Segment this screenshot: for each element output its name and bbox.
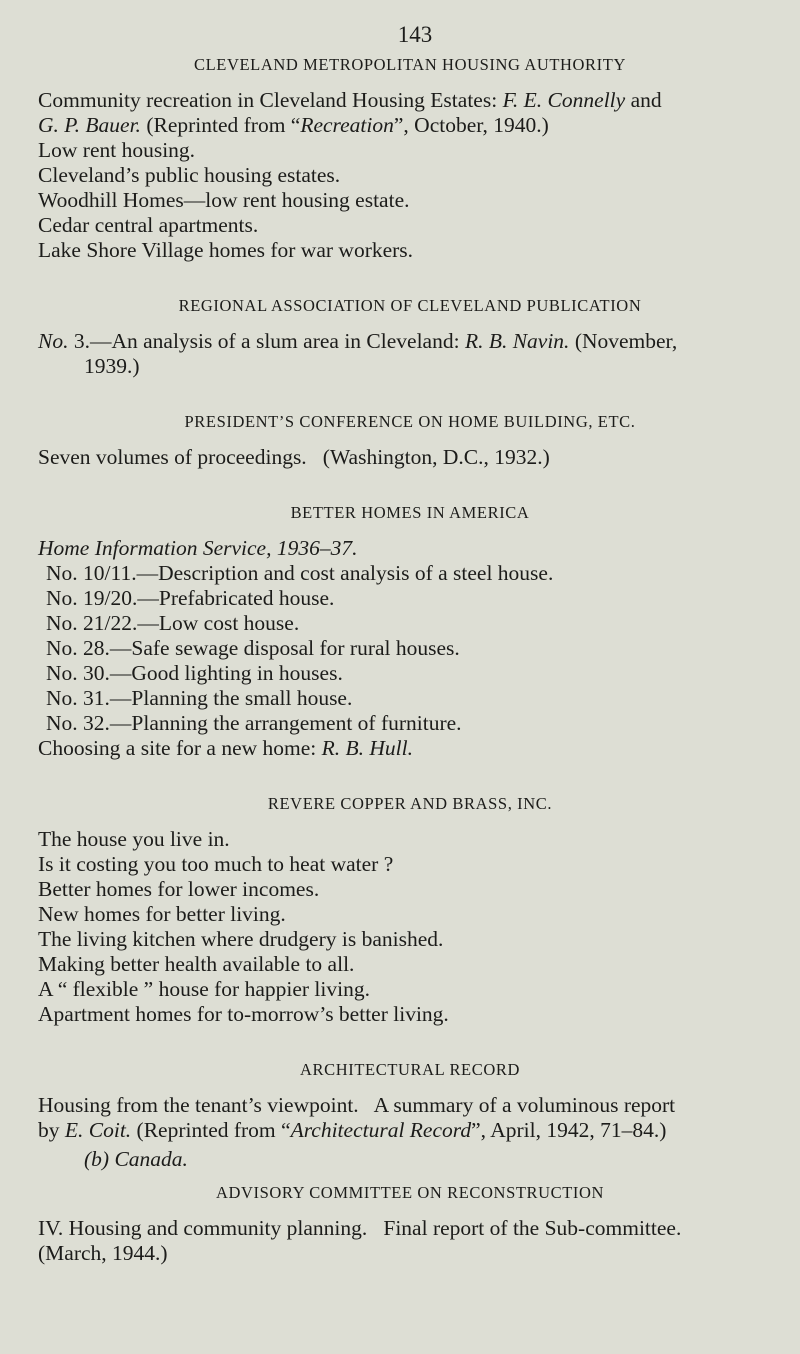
entry-text: Community recreation in Cleveland Housing Estates: <box>38 88 498 112</box>
list-item: No. 21/22.—Low cost house. <box>46 611 300 635</box>
list-item: Cleveland’s public housing estates. <box>38 163 341 187</box>
section-regional-association <box>38 295 782 379</box>
entry-reprint-suffix: ”, October, 1940.) <box>393 113 549 137</box>
list-item: No. 31.—Planning the small house. <box>46 686 353 710</box>
list-item: Better homes for lower incomes. <box>38 877 320 901</box>
series-title <box>38 536 782 561</box>
entry-date: (November, <box>574 329 678 353</box>
entry-line: Housing from the tenant’s viewpoint. A summary of a voluminous report <box>38 1093 676 1117</box>
sub-section-label-text: (b) Canada. <box>84 1147 188 1171</box>
list-item: New homes for better living. <box>38 902 286 926</box>
page-number: 143 <box>397 22 433 47</box>
entry-source: Architectural Record <box>290 1118 472 1142</box>
list-item: A “ flexible ” house for happier living. <box>38 977 370 1001</box>
list-item: Apartment homes for to-morrow’s better living. <box>38 1002 449 1026</box>
entry-author: E. Coit. <box>64 1118 132 1142</box>
entry-line <box>38 113 782 138</box>
entry-reprint-prefix: (Reprinted from “ <box>146 113 301 137</box>
list-item: Woodhill Homes—low rent housing estate. <box>38 188 410 212</box>
section-heading: REVERE COPPER AND BRASS, INC. <box>267 794 553 813</box>
entry-text: Choosing a site for a new home: <box>38 736 317 760</box>
list-item: No. 28.—Safe sewage disposal for rural houses. <box>46 636 460 660</box>
section-architectural-record <box>38 1059 782 1172</box>
list-item: Low rent housing. <box>38 138 196 162</box>
entry-line-continuation: 1939.) <box>84 354 140 378</box>
entry-reprint-prefix: (Reprinted from “ <box>136 1118 291 1142</box>
list-item: Making better health available to all. <box>38 952 355 976</box>
section-heading: BETTER HOMES IN AMERICA <box>290 503 530 522</box>
list-item: Cedar central apartments. <box>38 213 259 237</box>
section-heading: ADVISORY COMMITTEE ON RECONSTRUCTION <box>215 1183 605 1202</box>
entry-line: Seven volumes of proceedings. (Washington, D.C., 1932.) <box>38 445 550 469</box>
list-item: No. 32.—Planning the arrangement of furniture. <box>46 711 462 735</box>
list-item: No. 30.—Good lighting in houses. <box>46 661 343 685</box>
list-item: The house you live in. <box>38 827 230 851</box>
sub-section-label <box>84 1147 782 1172</box>
section-advisory-committee <box>38 1182 782 1266</box>
section-heading: REGIONAL ASSOCIATION OF CLEVELAND PUBLICATION <box>178 296 642 315</box>
list-item: Is it costing you too much to heat water ? <box>38 852 394 876</box>
entry-author: G. P. Bauer. <box>38 113 141 137</box>
list-item: Lake Shore Village homes for war workers. <box>38 238 414 262</box>
entry-by: by <box>38 1118 60 1142</box>
entry-line <box>38 1118 782 1143</box>
section-heading: ARCHITECTURAL RECORD <box>300 1060 520 1079</box>
entry-source: Recreation <box>300 113 394 137</box>
entry-line: IV. Housing and community planning. Final report of the Sub-committee. <box>38 1216 682 1240</box>
entry-conjunction: and <box>630 88 662 112</box>
series-title-text: Home Information Service, 1936–37. <box>38 536 358 560</box>
entry-text: 3.—An analysis of a slum area in Cleveland: <box>73 329 460 353</box>
entry-line <box>38 736 782 761</box>
section-cleveland-metropolitan <box>38 54 782 263</box>
entry-number-prefix: No. <box>38 329 69 353</box>
entry-line <box>38 329 782 354</box>
entry-author: R. B. Hull. <box>321 736 414 760</box>
entry-author: F. E. Connelly <box>502 88 626 112</box>
entry-reprint-suffix: ”, April, 1942, 71–84.) <box>471 1118 667 1142</box>
list-item: The living kitchen where drudgery is banished. <box>38 927 444 951</box>
section-heading: PRESIDENT’S CONFERENCE ON HOME BUILDING, ETC. <box>184 412 636 431</box>
entry-line <box>38 88 782 113</box>
section-revere-copper <box>38 793 782 1027</box>
section-presidents-conference <box>38 411 782 470</box>
section-heading: CLEVELAND METROPOLITAN HOUSING AUTHORITY <box>194 55 626 74</box>
entry-line: (March, 1944.) <box>38 1241 168 1265</box>
entry-author: R. B. Navin. <box>464 329 570 353</box>
list-item: No. 10/11.—Description and cost analysis of a steel house. <box>46 561 554 585</box>
section-better-homes <box>38 502 782 761</box>
list-item: No. 19/20.—Prefabricated house. <box>46 586 335 610</box>
